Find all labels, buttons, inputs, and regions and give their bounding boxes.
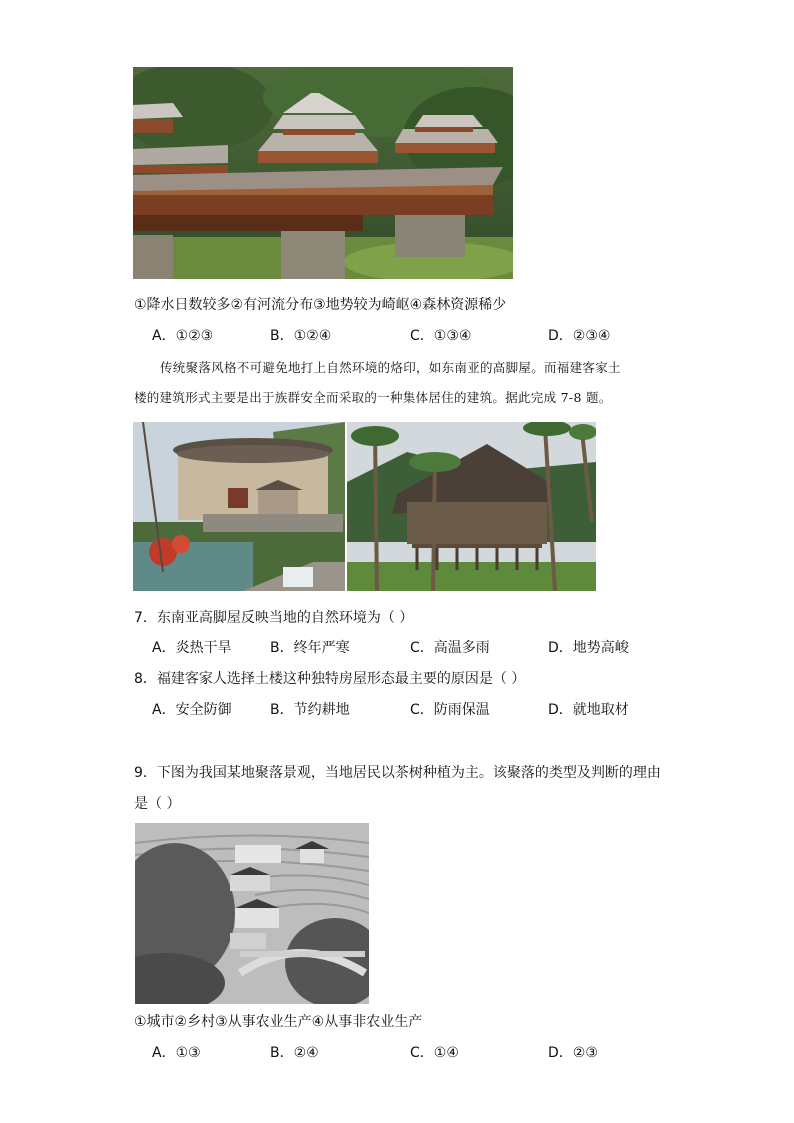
tulou-photo	[133, 422, 345, 591]
q9-option-d[interactable]: D．②③	[548, 1045, 598, 1061]
q7-option-a[interactable]: A．炎热干旱	[152, 640, 232, 656]
q7-stem: 7．东南亚高脚屋反映当地的自然环境为（ ）	[134, 610, 414, 626]
q8-option-b[interactable]: B．节约耕地	[270, 702, 350, 718]
q9-option-c[interactable]: C．①④	[410, 1045, 459, 1061]
stilt-house-photo	[347, 422, 596, 591]
passage-line-2: 楼的建筑形式主要是出于族群安全而采取的一种集体居住的建筑。据此完成 7-8 题。	[134, 390, 612, 405]
q6-option-b[interactable]: B．①②④	[270, 328, 332, 344]
q7-option-b[interactable]: B．终年严寒	[270, 640, 350, 656]
q9-option-b[interactable]: B．②④	[270, 1045, 319, 1061]
passage-line-1: 传统聚落风格不可避免地打上自然环境的烙印，如东南亚的高脚屋。而福建客家土	[160, 360, 621, 375]
q8-option-d[interactable]: D．就地取材	[548, 702, 629, 718]
q6-option-c[interactable]: C．①③④	[410, 328, 472, 344]
q8-stem: 8．福建客家人选择土楼这种独特房屋形态最主要的原因是（ ）	[134, 671, 526, 687]
q6-option-d[interactable]: D．②③④	[548, 328, 611, 344]
q8-option-c[interactable]: C．防雨保温	[410, 702, 490, 718]
q9-stem-line-1: 9．下图为我国某地聚落景观，当地居民以茶树种植为主。该聚落的类型及判断的理由	[134, 765, 661, 781]
wind-rain-bridge-photo	[133, 67, 513, 279]
q6-option-a[interactable]: A．①②③	[152, 328, 214, 344]
q9-statements: ①城市②乡村③从事农业生产④从事非农业生产	[134, 1014, 423, 1030]
q7-option-d[interactable]: D．地势高峻	[548, 640, 629, 656]
q7-option-c[interactable]: C．高温多雨	[410, 640, 490, 656]
q9-option-a[interactable]: A．①③	[152, 1045, 201, 1061]
q9-stem-line-2: 是（ ）	[134, 796, 181, 812]
q8-option-a[interactable]: A．安全防御	[152, 702, 232, 718]
tea-village-photo	[135, 823, 369, 1004]
q6-statements: ①降水日数较多②有河流分布③地势较为崎岖④森林资源稀少	[134, 297, 507, 313]
